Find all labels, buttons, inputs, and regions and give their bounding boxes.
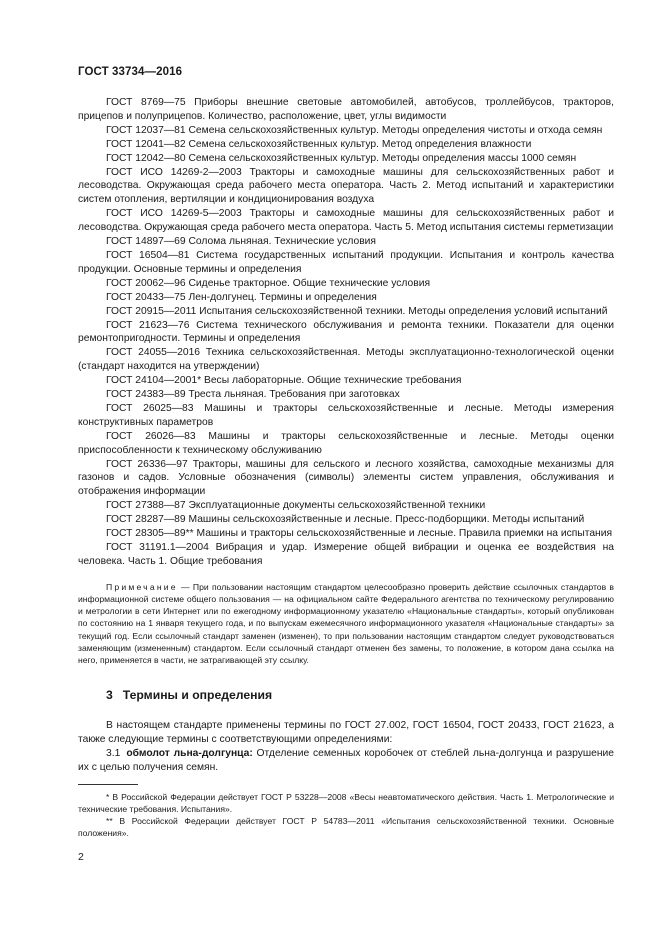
footnote: * В Российской Федерации действует ГОСТ Р 53228—2008 «Весы неавтоматического действия. Часть 1. Метрологические и технические требования. Испытания». — [78, 791, 614, 814]
reference-item: ГОСТ ИСО 14269-5—2003 Тракторы и самоходные машины для сельскохозяйственных работ и лесоводства. Окружающая среда рабочего места оператора. Часть 5. Метод испытания системы герметизации — [78, 208, 614, 234]
reference-item: ГОСТ 24104—2001* Весы лабораторные. Общие технические требования — [106, 375, 462, 387]
section-number: 3 — [106, 688, 113, 703]
term-entry — [78, 747, 614, 775]
term-number: 3.1 — [106, 747, 121, 759]
note-paragraph — [78, 581, 614, 666]
reference-item: ГОСТ 20062—96 Сиденье тракторное. Общие технические условия — [106, 277, 431, 289]
section-intro: В настоящем стандарте применены термины по ГОСТ 27.002, ГОСТ 16504, ГОСТ 20433, ГОСТ 21623, а также следующие термины с соответствующими определениями: — [78, 720, 614, 746]
footnotes — [78, 791, 614, 840]
term-name: обмолот льна-долгунца: — [126, 747, 253, 759]
reference-item: ГОСТ 24383—89 Треста льняная. Требования при заготовках — [106, 389, 400, 401]
reference-item: ГОСТ 20433—75 Лен-долгунец. Термины и определения — [106, 291, 377, 303]
section-heading — [106, 689, 614, 703]
section-content — [78, 719, 614, 775]
section-title: Термины и определения — [122, 688, 273, 703]
reference-item: ГОСТ 24055—2016 Техника сельскохозяйственная. Методы эксплуатационно-технологической оценки (стандарт находится на утверждении) — [78, 347, 614, 373]
reference-item: ГОСТ 8769—75 Приборы внешние световые автомобилей, автобусов, троллейбусов, тракторов, прицепов и полуприцепов. Количество, расположение, цвет, углы видимости — [78, 97, 614, 122]
normative-references-list — [78, 96, 614, 569]
reference-item: ГОСТ 26026—83 Машины и тракторы сельскохозяйственные и лесные. Методы оценки приспособленности к техническому обслуживанию — [78, 430, 614, 456]
term-definition: Отделение семенных коробочек от стеблей льна-долгунца и разрушение их с целью получения семян. — [78, 747, 614, 773]
note-label: Примечание — [106, 581, 178, 592]
reference-item: ГОСТ 12037—81 Семена сельскохозяйственных культур. Методы определения чистоты и отхода семян — [106, 124, 603, 136]
reference-item: ГОСТ 12042—80 Семена сельскохозяйственных культур. Методы определения массы 1000 семян — [106, 152, 577, 164]
reference-item: ГОСТ 26336—97 Тракторы, машины для сельского и лесного хозяйства, самоходные механизмы для газонов и садов. Условные обозначения (символы) элементы систем управления, обслуживания и отображения информации — [78, 458, 614, 498]
footnote: ** В Российской Федерации действует ГОСТ Р 54783—2011 «Испытания сельскохозяйственной техники. Основные положения». — [78, 816, 614, 839]
reference-item: ГОСТ 21623—76 Система технического обслуживания и ремонта техники. Показатели для оценки ремонтопригодности. Термины и определения — [78, 319, 614, 345]
reference-item: ГОСТ 28305—89** Машины и тракторы сельскохозяйственные и лесные. Правила приемки на испытания — [106, 528, 613, 540]
note-text: — При пользовании настоящим стандартом целесообразно проверить действие ссылочных стандартов в информационной системе общего пользования — на официальном сайте Федерального агентства по техническому регулированию и метрологии в сети Интернет или по ежегодному информационному указателю «Национальные стандарты», который опубликован по состоянию на 1 января текущего года, и по выпускам ежемесячного информационного указателя «Национальные стандарты» за текущий год. Если ссылочный стандарт заменен (изменен), то при пользовании настоящим стандартом следует руководствоваться заменяющим (измененным) стандартом. Если ссылочный стандарт отменен без замены, то положение, в котором дана ссылка на него, применяется в части, не затрагивающей эту ссылку. — [78, 581, 614, 666]
footnote-separator — [78, 784, 138, 785]
reference-item: ГОСТ ИСО 14269-2—2003 Тракторы и самоходные машины для сельскохозяйственных работ и лесоводства. Окружающая среда рабочего места оператора. Часть 2. Метод испытаний и характеристики систем отопления, вертиляции и кондиционирования воздуха — [78, 166, 614, 206]
standard-header: ГОСТ 33734—2016 — [78, 66, 183, 78]
reference-item: ГОСТ 12041—82 Семена сельскохозяйственных культур. Метод определения влажности — [106, 138, 532, 150]
reference-item: ГОСТ 14897—69 Солома льняная. Технические условия — [106, 236, 377, 248]
page-number: 2 — [78, 851, 84, 863]
reference-item: ГОСТ 28287—89 Машины сельскохозяйственные и лесные. Пресс-подборщики. Методы испытаний — [106, 514, 585, 526]
reference-item: ГОСТ 31191.1—2004 Вибрация и удар. Измерение общей вибрации и оценка ее воздействия на человека. Часть 1. Общие требования — [78, 542, 614, 567]
reference-item: ГОСТ 26025—83 Машины и тракторы сельскохозяйственные и лесные. Методы измерения конструктивных параметров — [78, 402, 614, 428]
reference-item: ГОСТ 16504—81 Система государственных испытаний продукции. Испытания и контроль качества продукции. Основные термины и определения — [78, 249, 614, 275]
reference-item: ГОСТ 27388—87 Эксплуатационные документы сельскохозяйственной техники — [106, 500, 486, 512]
document-body — [78, 96, 614, 840]
reference-item: ГОСТ 20915—2011 Испытания сельскохозяйственной техники. Методы определения условий испытаний — [106, 305, 608, 317]
